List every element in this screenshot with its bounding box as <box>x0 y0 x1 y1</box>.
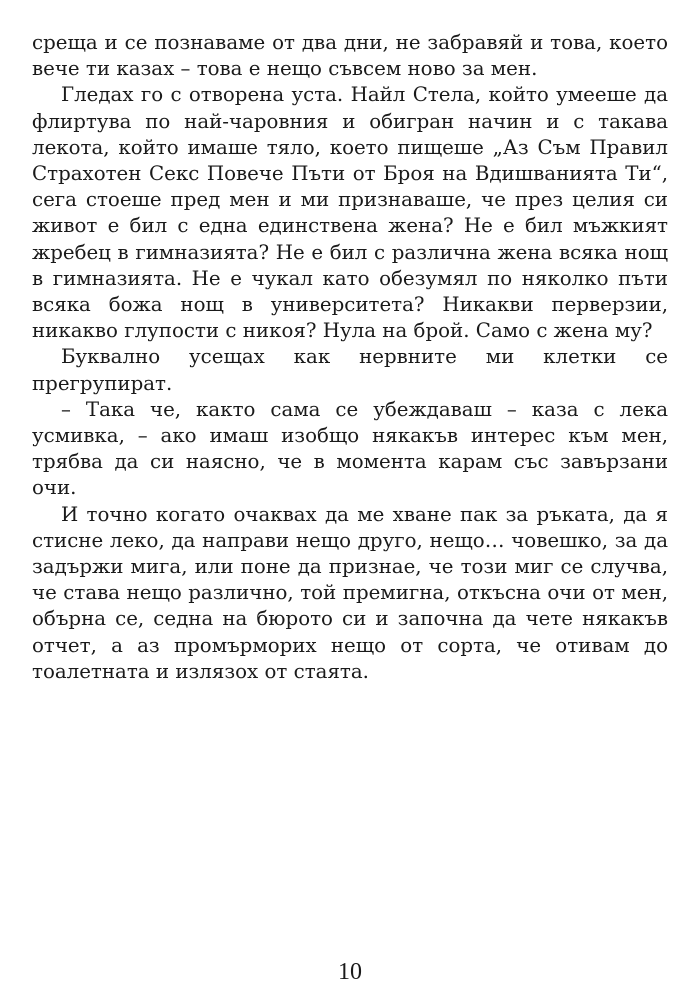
page-number: 10 <box>338 959 362 985</box>
paragraph: Гледах го с отворена уста. Найл Стела, който умееше да флиртува по най-чаровния и обигран начин и с такава лекота, който имаше тяло, което пищеше „Аз Съм Правил Страхотен Секс Повече Пъти от Броя на Вдишванията Ти“, сега стоеше пред мен и ми признаваше, че през целия си живот е бил с една единствена жена? Не е бил мъжкият жребец в гимназията? Не е бил с различна жена всяка нощ в гимназията. Не е чукал като обезумял по няколко пъти всяка божа нощ в университета? Никакви перверзии, никакво глупости с никоя? Нула на брой. Само с жена му? <box>32 83 668 343</box>
paragraph: – Така че, както сама се убеждаваш – каза с лека усмивка, – ако имаш изобщо някакъв интерес към мен, трябва да си наясно, че в момента карам със завързани очи. <box>32 397 668 500</box>
paragraph: И точно когато очаквах да ме хване пак за ръката, да я стисне леко, да направи нещо друго, нещо… човешко, за да задържи мига, или поне да признае, че този миг се случва, че става нещо различно, той премигна, откъсна очи от мен, обърна се, седна на бюрото си и започна да чете някакъв отчет, а аз промърморих нещо от сорта, че отивам до тоалетната и излязох от стаята. <box>32 502 668 683</box>
paragraph-continuation: среща и се познаваме от два дни, не забравяй и това, което вече ти казах – това е нещо съвсем ново за мен. <box>32 31 668 81</box>
body-text <box>32 30 668 685</box>
paragraph: Буквално усещах как нервните ми клетки се прегрупират. <box>32 345 668 395</box>
